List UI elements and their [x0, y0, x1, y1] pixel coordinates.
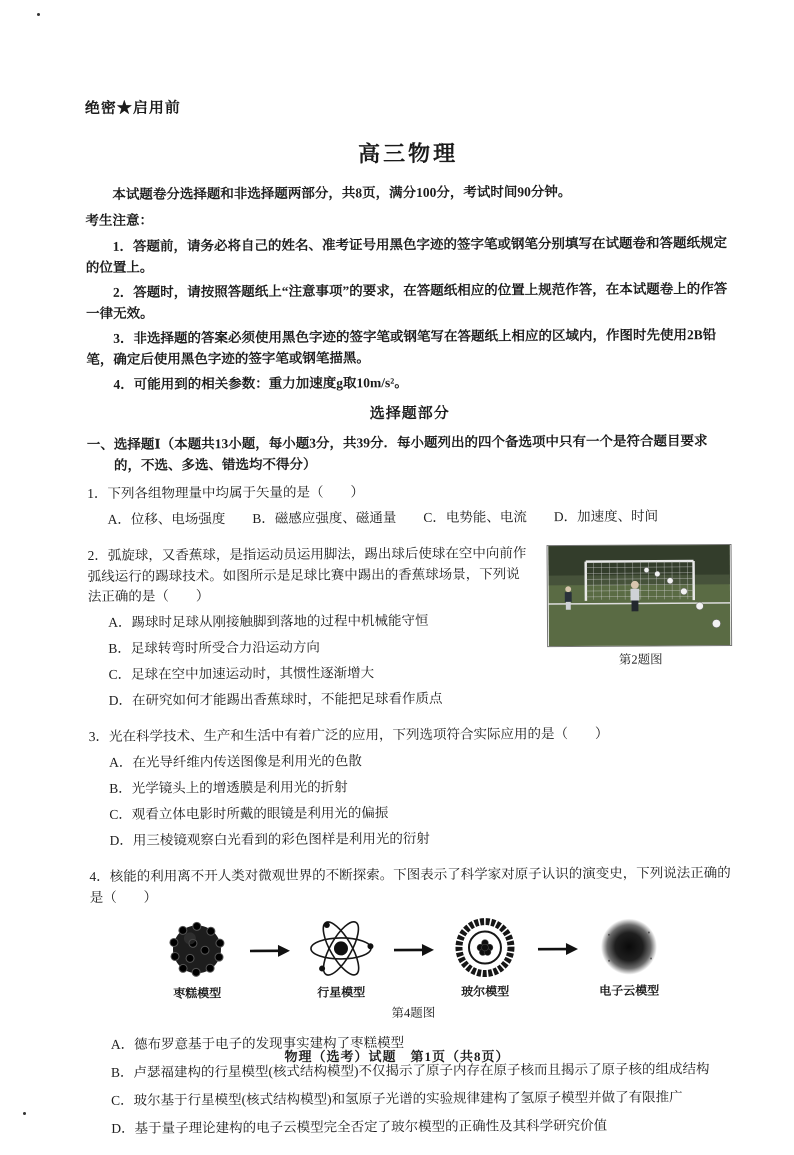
- q4-option-a: A．德布罗意基于电子的发现事实建构了枣糕模型: [111, 1031, 737, 1056]
- scan-mark: [23, 1112, 26, 1115]
- q2-option-c: C．足球在空中加速运动时，其惯性逐渐增大: [108, 661, 734, 686]
- soccer-photo: [547, 544, 733, 647]
- q2-option-a: A．踢球时足球从刚接触脚到落地的过程中机械能守恒: [108, 609, 734, 634]
- q2-figure: [547, 544, 735, 671]
- q3-option-c: C．观看立体电影时所戴的眼镜是利用光的偏振: [109, 801, 735, 826]
- arrow-right-icon: [248, 943, 290, 966]
- secrecy-label: 绝密★启用前: [85, 94, 731, 121]
- page-title: 高三物理: [85, 135, 731, 173]
- notice-item-3: 3．非选择题的答案必须使用黑色字迹的签字笔或钢笔写在答题纸上相应的区域内，作图时先使用2B铅笔，确定后使用黑色字迹的签字笔或钢笔描黑。: [86, 325, 732, 371]
- q3-option-a: A．在光导纤维内传送图像是利用光的色散: [109, 749, 735, 774]
- arrow-right-icon: [392, 942, 434, 965]
- notice-item-2: 2．答题时，请按照答题纸上“注意事项”的要求，在答题纸相应的位置上规范作答，在本试题卷上的作答一律无效。: [86, 279, 732, 325]
- plum-pudding-model-icon: [166, 918, 228, 982]
- q2-stem: 2．弧旋球，又香蕉球，是指运动员运用脚法，踢出球后使球在空中向前作弧线运行的踢球技术。如图所示是足球比赛中踢出的香蕉球场景，下列说法正确的是（ ）: [88, 542, 734, 609]
- exam-intro: 本试题卷分选择题和非选择题两部分，共8页，满分100分，考试时间90分钟。: [85, 181, 731, 206]
- question-4: [89, 863, 737, 1140]
- q1-stem: 1．下列各组物理量中均属于矢量的是（ ）: [87, 480, 733, 505]
- question-1: [87, 480, 733, 531]
- model-label: 行星模型: [293, 984, 389, 1003]
- q1-options: A．位移、电场强度 B．磁感应强度、磁通量 C．电势能、电流 D．加速度、时间: [108, 506, 734, 531]
- part-title: 选择题部分: [87, 401, 733, 428]
- planetary-model: [293, 917, 390, 1003]
- notice-title: 考生注意：: [85, 207, 731, 232]
- notice-item-1: 1．答题前，请务必将自己的姓名、准考证号用黑色字迹的签字笔或钢笔分别填写在试题卷和答题纸规定的位置上。: [86, 233, 732, 279]
- section1-header: 一、选择题Ⅰ（本题共13小题，每小题3分，共39分．每小题列出的四个备选项中只有一个是符合题目要求的，不选、多选、错选均不得分）: [87, 431, 733, 477]
- model-label: 玻尔模型: [437, 983, 533, 1002]
- model-label: 枣糕模型: [149, 985, 245, 1004]
- plum-pudding-model: [149, 918, 246, 1004]
- electron-cloud-model: [581, 915, 678, 1001]
- q2-option-b: B．足球转弯时所受合力沿运动方向: [108, 635, 734, 660]
- electron-cloud-model-icon: [597, 915, 661, 979]
- planetary-model-icon: [308, 917, 374, 981]
- q3-option-d: D．用三棱镜观察白光看到的彩色图样是利用光的衍射: [110, 827, 736, 852]
- arrow-right-icon: [536, 941, 578, 964]
- q2-figure-caption: 第2题图: [547, 650, 734, 671]
- bohr-model-icon: [453, 916, 517, 980]
- q3-option-b: B．光学镜头上的增透膜是利用光的折射: [109, 775, 735, 800]
- q4-option-d: D．基于量子理论建构的电子云模型完全否定了玻尔模型的正确性及其科学研究价值: [111, 1115, 737, 1140]
- question-3: [89, 723, 736, 852]
- exam-content: [85, 94, 737, 1155]
- page-footer: 物理（选考）试题 第1页（共8页）: [0, 1047, 794, 1067]
- q2-option-d: D．在研究如何才能踢出香蕉球时，不能把足球看作质点: [109, 687, 735, 712]
- q4-figure-caption: 第4题图: [90, 1002, 736, 1025]
- scan-mark: [37, 13, 40, 16]
- notice-item-4: 4．可能用到的相关参数：重力加速度g取10m/s²。: [86, 371, 732, 396]
- model-label: 电子云模型: [581, 982, 677, 1001]
- q4-option-b: B．卢瑟福建构的行星模型(核式结构模型)不仅揭示了原子内存在原子核而且揭示了原子核的组成结构: [111, 1059, 737, 1084]
- q4-option-c: C．玻尔基于行星模型(核式结构模型)和氢原子光谱的实验规律建构了氢原子模型并做了有限推广: [111, 1087, 737, 1112]
- bohr-model: [437, 916, 534, 1002]
- question-2: [88, 542, 735, 712]
- q3-stem: 3．光在科学技术、生产和生活中有着广泛的应用，下列选项符合实际应用的是（ ）: [89, 723, 735, 748]
- q4-stem: 4．核能的利用离不开人类对微观世界的不断探索。下图表示了科学家对原子认识的演变史，下列说法正确的是（ ）: [89, 863, 735, 909]
- q4-figure: [90, 915, 737, 1005]
